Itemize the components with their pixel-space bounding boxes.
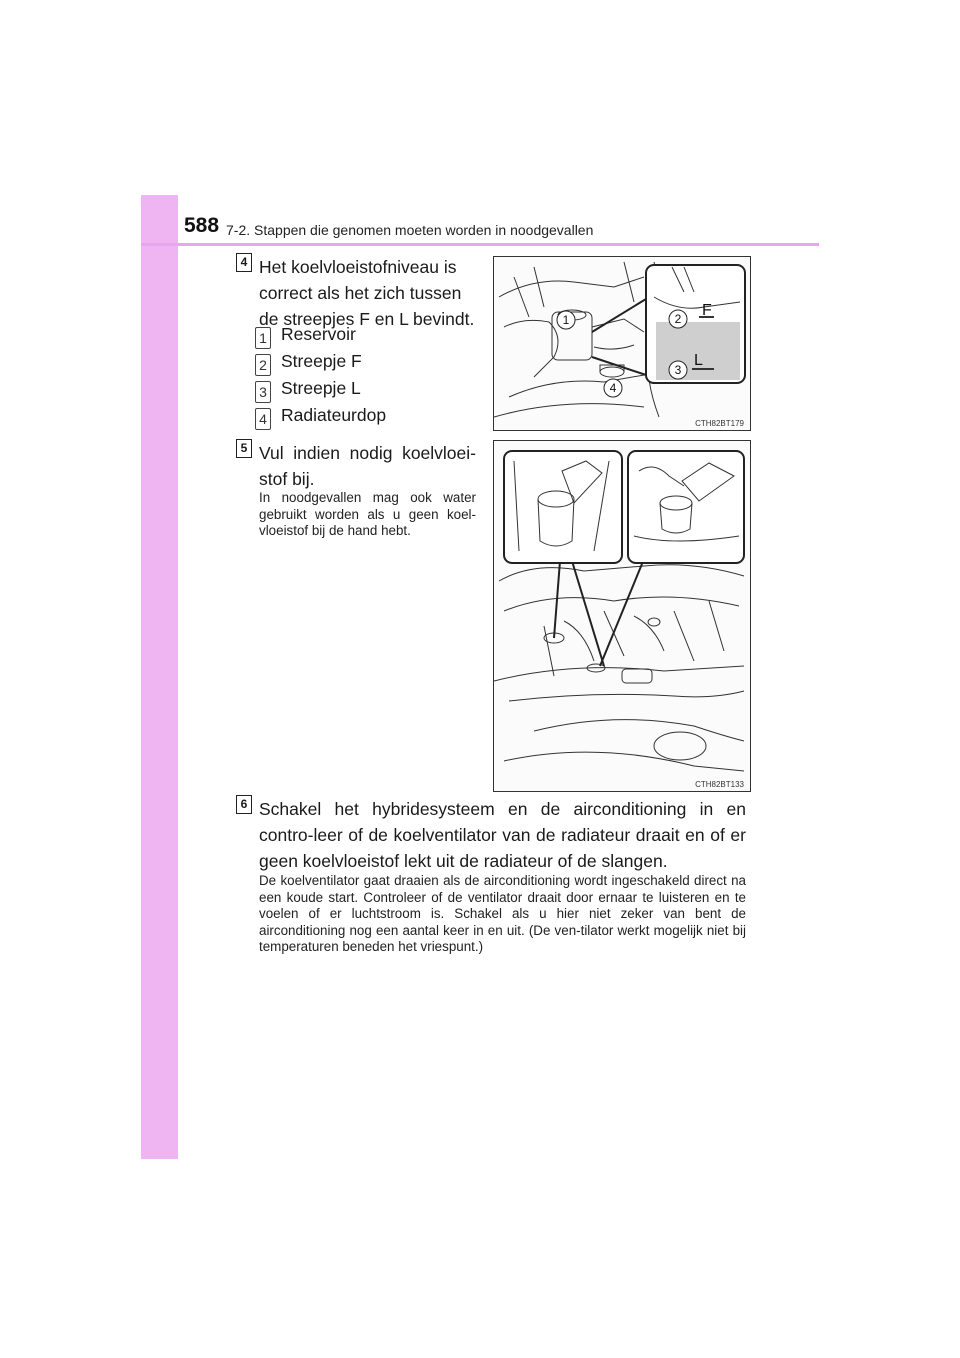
step-marker-4: 4 [236,253,252,272]
legend-label: Streepje F [281,351,362,371]
callout-number: 2 [255,354,271,376]
step6-text: Schakel het hybridesysteem en de airconditioning in en contro-leer of de koelventilator van de radiateur draait en of er geen koelvloeistof lekt uit de radiateur of de slangen. [259,799,746,871]
callout-number: 1 [255,327,271,349]
step-marker-5: 5 [236,439,252,458]
step5-note: In noodgevallen mag ook water gebruikt worden als u geen koel-vloeistof bij de hand hebt. [259,490,476,538]
chapter-sidebar-tab [141,195,178,1159]
legend-label: Streepje L [281,378,361,398]
callout-4: 4 [609,381,617,395]
callout-number: 3 [255,381,271,403]
engine-bay-refill-drawing [494,441,750,791]
mark-f-label: F [702,302,712,319]
step6-note: De koelventilator gaat draaien als de airconditioning wordt ingeschakeld direct na een koude start. Controleer of de ventilator draait door ernaar te luisteren en te voelen of er luchtstroom is. Schakel als u hier niet zeker van bent de airconditioning nog een aantal keer in en uit. (De ven-tilator werkt mogelijk niet bij temperaturen beneden het vriespunt.) [259,873,746,954]
mark-l-label: L [694,352,703,369]
coolant-refill-illustration [493,440,751,792]
engine-coolant-reservoir-illustration [493,256,751,431]
chapter-title: 7-2. Stappen die genomen moeten worden in noodgevallen [226,222,594,238]
callout-3: 3 [674,363,682,377]
legend-label: Reservoir [281,324,356,344]
legend-label: Radiateurdop [281,405,387,425]
page-number: 588 [184,214,220,237]
zoom-inset-reservoir [504,451,622,563]
callout-number: 4 [255,408,271,430]
callout-2: 2 [674,312,682,326]
callout-1: 1 [562,313,570,327]
header-divider [141,243,819,246]
step5-text: Vul indien nodig koelvloei-stof bij. [259,443,476,489]
step-marker-6: 6 [236,795,252,814]
figure-code: CTH82BT133 [695,780,744,789]
engine-bay-drawing [494,257,750,430]
figure-code: CTH82BT179 [695,419,744,428]
step4-text: Het koelvloeistofniveau is correct als het zich tussen de streepjes F en L bevindt. [259,257,475,329]
